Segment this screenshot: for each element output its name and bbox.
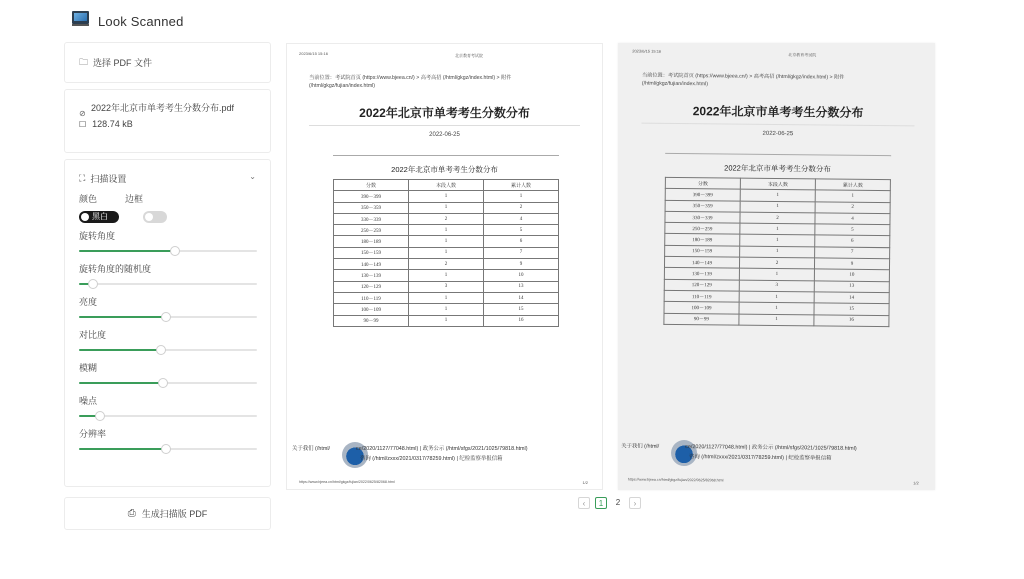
app-logo-icon bbox=[72, 11, 89, 24]
table-cell: 2 bbox=[815, 201, 890, 213]
table-title: 2022年北京市单考考生分数分布 bbox=[724, 163, 831, 174]
table-row bbox=[334, 270, 559, 281]
table-cell: 250－259 bbox=[334, 225, 409, 236]
table-cell: 2 bbox=[484, 202, 559, 213]
slider-label: 模糊 bbox=[79, 363, 98, 373]
doc-url: https://www.bjeea.cn/html/gkgz/fujian/2022/0625/82068.html bbox=[299, 480, 395, 484]
color-label: 颜色 bbox=[79, 194, 98, 204]
slider-fill bbox=[79, 448, 166, 450]
table-cell: 1 bbox=[739, 291, 814, 303]
table-cell: 140－149 bbox=[664, 256, 739, 268]
table-cell: 14 bbox=[814, 292, 889, 304]
table-cell: 4 bbox=[815, 213, 890, 225]
table-cell: 15 bbox=[484, 304, 559, 315]
table-cell: 1 bbox=[739, 302, 814, 314]
doc-title: 2022年北京市单考考生分数分布 bbox=[692, 104, 864, 120]
table-cell: 330－339 bbox=[665, 211, 740, 223]
generate-pdf-label: 生成扫描版 PDF bbox=[141, 509, 208, 519]
table-cell: 90－99 bbox=[664, 313, 739, 325]
table-cell: 3 bbox=[739, 280, 814, 292]
select-pdf-label: 选择 PDF 文件 bbox=[93, 58, 153, 68]
table-cell: 1 bbox=[409, 247, 484, 258]
footer-about-link: 关于我们 (/html/ bbox=[621, 443, 660, 450]
table-cell: 1 bbox=[409, 304, 484, 315]
slider[interactable] bbox=[79, 345, 257, 355]
table-header-cell: 本段人数 bbox=[409, 180, 484, 191]
table-cell: 90－99 bbox=[334, 315, 409, 326]
table-cell: 1 bbox=[740, 223, 815, 235]
slider-block bbox=[79, 427, 256, 454]
app-header bbox=[0, 0, 1024, 40]
table-cell: 110－119 bbox=[334, 292, 409, 303]
table-row bbox=[334, 225, 559, 236]
file-info-card bbox=[64, 89, 271, 153]
doc-page-number: 1/2 bbox=[582, 480, 588, 485]
slider[interactable] bbox=[79, 312, 257, 322]
table-row bbox=[334, 281, 559, 292]
table-cell: 1 bbox=[740, 246, 815, 258]
table-cell: 13 bbox=[484, 281, 559, 292]
doc-print-time: 2023/6/15 15:16 bbox=[299, 51, 328, 56]
page-button-2[interactable]: 2 bbox=[615, 498, 621, 507]
table-cell: 6 bbox=[484, 236, 559, 247]
slider-label: 分辨率 bbox=[79, 429, 107, 439]
doc-title: 2022年北京市单考考生分数分布 bbox=[359, 106, 530, 120]
scanned-preview bbox=[618, 43, 935, 490]
slider[interactable] bbox=[79, 411, 257, 421]
footer-line2: 咨询 (/html/zxxx/2021/0317/78259.html) | 纪检监察举报信箱 bbox=[688, 454, 832, 462]
generate-pdf-button[interactable] bbox=[64, 497, 271, 530]
table-cell: 16 bbox=[484, 315, 559, 326]
scan-settings-panel bbox=[64, 159, 271, 487]
table-title: 2022年北京市单考考生分数分布 bbox=[391, 165, 498, 174]
table-cell: 5 bbox=[815, 224, 890, 236]
table-cell: 180－189 bbox=[334, 236, 409, 247]
pagination bbox=[578, 497, 641, 509]
table-cell: 250－259 bbox=[665, 223, 740, 235]
table-header-cell: 累计人数 bbox=[815, 179, 890, 191]
slider[interactable] bbox=[79, 444, 257, 454]
color-toggle[interactable] bbox=[79, 211, 119, 223]
table-cell: 1 bbox=[740, 235, 815, 247]
slider-block bbox=[79, 229, 256, 256]
table-cell: 100－109 bbox=[334, 304, 409, 315]
table-cell: 1 bbox=[409, 202, 484, 213]
document-page bbox=[616, 41, 938, 491]
table-cell: 390－399 bbox=[665, 189, 740, 201]
slider-label: 噪点 bbox=[79, 396, 98, 406]
page-button-1[interactable]: 1 bbox=[595, 497, 607, 509]
doc-site-name: 北京教育考试院 bbox=[788, 52, 817, 58]
doc-site-name: 北京教育考试院 bbox=[455, 53, 483, 58]
scan-settings-header[interactable] bbox=[79, 170, 256, 186]
table-cell: 1 bbox=[739, 314, 814, 326]
printer-icon: ⎙ bbox=[127, 508, 136, 519]
table-cell: 15 bbox=[814, 303, 889, 315]
sidebar bbox=[64, 42, 271, 487]
table-cell: 16 bbox=[814, 314, 889, 326]
table-header-cell: 累计人数 bbox=[484, 180, 559, 191]
slider-block bbox=[79, 361, 256, 388]
table-cell: 140－149 bbox=[334, 259, 409, 270]
table-cell: 4 bbox=[484, 213, 559, 224]
slider-list bbox=[79, 229, 256, 454]
table-cell: 1 bbox=[740, 189, 815, 201]
table-cell: 1 bbox=[484, 191, 559, 202]
slider-fill bbox=[79, 349, 161, 351]
border-toggle-knob bbox=[145, 213, 153, 221]
doc-print-time: 2023/6/15 15:16 bbox=[632, 48, 662, 54]
file-size-text: 128.74 kB bbox=[92, 119, 133, 129]
file-size bbox=[79, 119, 260, 129]
slider-fill bbox=[79, 250, 175, 252]
table-cell: 10 bbox=[484, 270, 559, 281]
table-row bbox=[334, 213, 559, 224]
doc-divider bbox=[641, 123, 914, 127]
footer-about-link: 关于我们 (/html/ bbox=[292, 446, 331, 452]
slider[interactable] bbox=[79, 279, 257, 289]
doc-date: 2022-06-25 bbox=[762, 130, 794, 138]
score-table bbox=[333, 179, 559, 327]
select-pdf-button[interactable] bbox=[64, 42, 271, 83]
table-row bbox=[334, 259, 559, 270]
table-cell: 110－119 bbox=[664, 290, 739, 302]
table-cell: 7 bbox=[815, 247, 890, 259]
table-cell: 1 bbox=[409, 315, 484, 326]
table-row bbox=[334, 191, 559, 202]
slider-handle[interactable] bbox=[170, 246, 180, 256]
original-preview bbox=[286, 43, 603, 490]
table-cell: 100－109 bbox=[664, 302, 739, 314]
table-cell: 120－129 bbox=[664, 279, 739, 291]
table-cell: 13 bbox=[814, 281, 889, 293]
table-cell: 10 bbox=[814, 269, 889, 281]
table-cell: 350－359 bbox=[334, 202, 409, 213]
footer-public-link: ce/2020/1127/77048.html) | 政务公示 (/html/sfgs/2021/1025/79818.html) bbox=[685, 444, 857, 452]
table-cell: 6 bbox=[815, 235, 890, 247]
table-cell: 1 bbox=[409, 191, 484, 202]
slider-handle[interactable] bbox=[156, 345, 166, 355]
doc-breadcrumb: 当前位置：考试院首页 (https://www.bjeea.cn/) > 高考高招 (/html/gkgz/index.html) > 附件 (/html/gkgz/fujian/index.html) bbox=[641, 72, 845, 88]
slider-label: 旋转角度的随机度 bbox=[79, 264, 152, 274]
slider-handle[interactable] bbox=[161, 444, 171, 454]
doc-footer bbox=[621, 441, 941, 464]
score-table bbox=[663, 177, 891, 327]
table-row bbox=[334, 247, 559, 258]
slider-block bbox=[79, 328, 256, 355]
table-cell: 2 bbox=[740, 212, 815, 224]
next-page-button[interactable]: › bbox=[629, 497, 641, 509]
table-row bbox=[334, 315, 559, 326]
slider-label: 对比度 bbox=[79, 330, 107, 340]
table-cell: 120－129 bbox=[334, 281, 409, 292]
table-cell: 1 bbox=[740, 201, 815, 213]
slider-block bbox=[79, 394, 256, 421]
table-cell: 7 bbox=[484, 247, 559, 258]
footer-line2: 咨询 (/html/zxxx/2021/0317/78259.html) | 纪检监察举报信箱 bbox=[360, 456, 503, 462]
slider[interactable] bbox=[79, 246, 257, 256]
table-header-cell: 分数 bbox=[665, 177, 740, 189]
chevron-down-icon[interactable]: ⌄ bbox=[249, 172, 256, 181]
scan-settings-icon: ⛶ bbox=[79, 172, 86, 183]
table-row bbox=[334, 304, 559, 315]
color-toggle-text: 黑白 bbox=[92, 212, 108, 221]
table-top-rule bbox=[665, 153, 891, 156]
slider-fill bbox=[79, 316, 166, 318]
doc-breadcrumb: 当前位置：考试院首页 (https://www.bjeea.cn/) > 高考高招 (/html/gkgz/index.html) > 附件 (/html/gkgz/fujian/index.html) bbox=[309, 75, 512, 89]
table-cell: 5 bbox=[484, 225, 559, 236]
slider-label: 旋转角度 bbox=[79, 231, 116, 241]
doc-footer bbox=[292, 444, 612, 464]
folder-icon: 🗀 bbox=[79, 56, 89, 67]
paperclip-icon: ⊘ bbox=[79, 109, 86, 118]
scan-settings-title: 扫描设置 bbox=[90, 173, 127, 184]
table-cell: 1 bbox=[409, 225, 484, 236]
table-cell: 350－359 bbox=[665, 200, 740, 212]
file-name-text: 2022年北京市单考考生分数分布.pdf bbox=[91, 103, 235, 113]
table-row bbox=[664, 313, 889, 327]
table-cell: 1 bbox=[739, 268, 814, 280]
table-cell: 9 bbox=[814, 258, 889, 270]
doc-date: 2022-06-25 bbox=[429, 132, 460, 138]
table-cell: 130－139 bbox=[664, 268, 739, 280]
slider-handle[interactable] bbox=[158, 378, 168, 388]
slider-track[interactable] bbox=[79, 415, 257, 417]
file-size-icon: ☐ bbox=[79, 119, 87, 129]
slider-fill bbox=[79, 382, 163, 384]
table-cell: 180－189 bbox=[665, 234, 740, 246]
table-header-cell: 本段人数 bbox=[740, 178, 815, 190]
slider-handle[interactable] bbox=[95, 411, 105, 421]
table-cell: 9 bbox=[484, 259, 559, 270]
table-row bbox=[334, 236, 559, 247]
table-cell: 150－159 bbox=[334, 247, 409, 258]
file-name bbox=[79, 102, 260, 118]
table-row bbox=[334, 292, 559, 303]
table-cell: 2 bbox=[409, 259, 484, 270]
table-row bbox=[334, 202, 559, 213]
border-label: 边框 bbox=[125, 194, 144, 204]
slider-track[interactable] bbox=[79, 283, 257, 285]
doc-url: https://www.bjeea.cn/html/gkgz/fujian/2022/0625/82068.html bbox=[627, 477, 724, 483]
slider-block bbox=[79, 295, 256, 322]
table-header-row bbox=[334, 180, 559, 191]
table-cell: 3 bbox=[409, 281, 484, 292]
footer-public-link: ce/2020/1127/77048.html) | 政务公示 (/html/sfgs/2021/1025/79818.html) bbox=[356, 446, 528, 452]
slider-block bbox=[79, 262, 256, 289]
app-title: Look Scanned bbox=[98, 14, 184, 29]
table-top-rule bbox=[333, 155, 559, 156]
document-page bbox=[287, 44, 602, 489]
table-cell: 1 bbox=[815, 190, 890, 202]
table-header-cell: 分数 bbox=[334, 180, 409, 191]
slider-handle[interactable] bbox=[88, 279, 98, 289]
slider-label: 亮度 bbox=[79, 297, 98, 307]
color-toggle-knob bbox=[81, 213, 89, 221]
border-toggle[interactable] bbox=[143, 211, 167, 223]
table-cell: 14 bbox=[484, 292, 559, 303]
doc-divider bbox=[309, 125, 580, 126]
table-cell: 2 bbox=[409, 213, 484, 224]
table-cell: 330－339 bbox=[334, 213, 409, 224]
table-cell: 2 bbox=[739, 257, 814, 269]
table-cell: 130－139 bbox=[334, 270, 409, 281]
slider-handle[interactable] bbox=[161, 312, 171, 322]
table-cell: 1 bbox=[409, 292, 484, 303]
prev-page-button[interactable]: ‹ bbox=[578, 497, 590, 509]
footer-line1 bbox=[292, 444, 612, 454]
table-cell: 1 bbox=[409, 270, 484, 281]
table-cell: 1 bbox=[409, 236, 484, 247]
table-cell: 390－399 bbox=[334, 191, 409, 202]
table-cell: 150－159 bbox=[665, 245, 740, 257]
slider[interactable] bbox=[79, 378, 257, 388]
doc-page-number: 1/2 bbox=[913, 480, 919, 486]
